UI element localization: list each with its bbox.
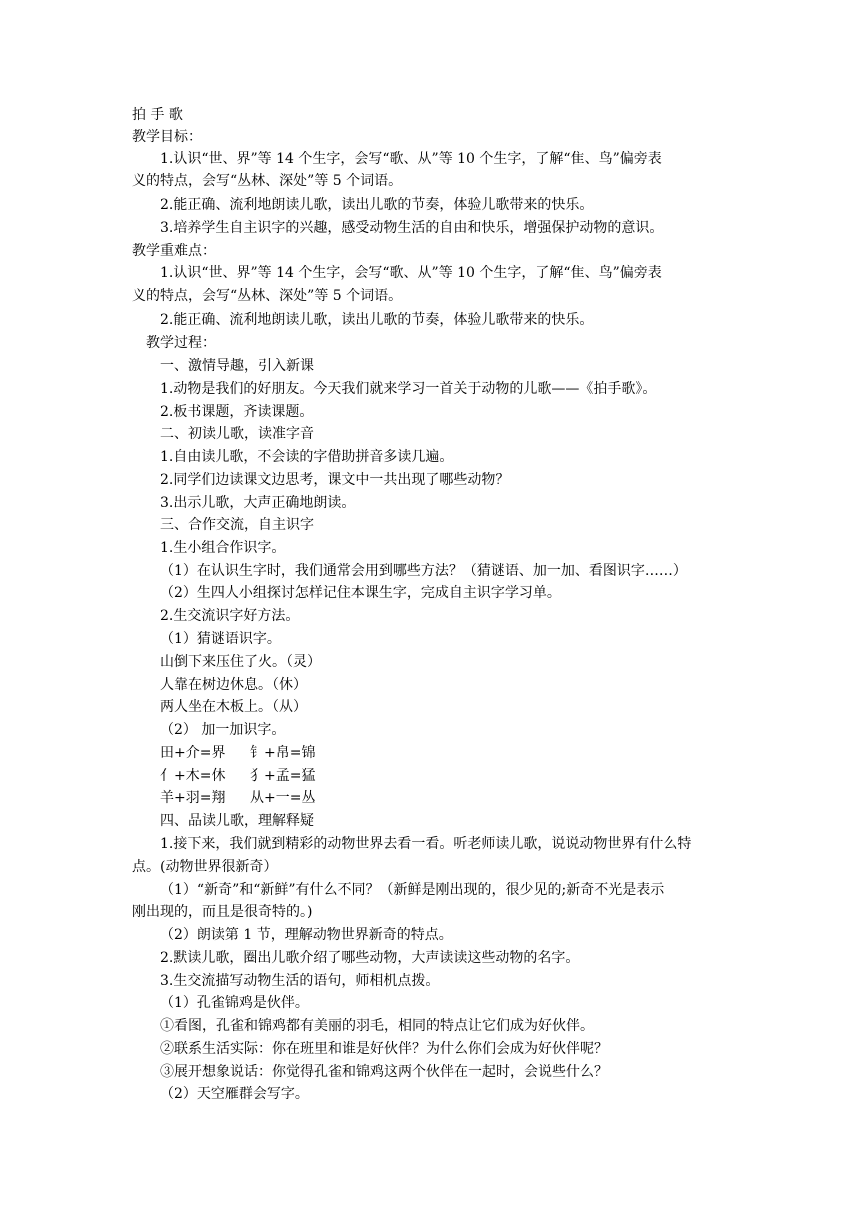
riddle-line: 两人坐在木板上。（从）	[160, 699, 307, 715]
addition-left: 田+介=界	[160, 745, 226, 761]
paragraph: 点。(动物世界很新奇）	[132, 859, 278, 875]
paragraph: ②联系生活实际：你在班里和谁是好伙伴？为什么你们会成为好伙伴呢？	[160, 1041, 608, 1057]
paragraph: 3.出示儿歌，大声正确地朗读。	[160, 495, 356, 511]
addition-right: 犭+孟=猛	[250, 768, 316, 784]
section-heading: 四、品读儿歌，理解释疑	[160, 813, 314, 829]
paragraph: （2）天空雁群会写字。	[160, 1086, 309, 1102]
paragraph: 1.生小组合作识字。	[160, 540, 286, 556]
paragraph: （2）生四人小组探讨怎样记住本课生字，完成自主识字学习单。	[160, 585, 561, 601]
paragraph: ③展开想象说话：你觉得孔雀和锦鸡这两个伙伴在一起时，会说些什么？	[160, 1064, 608, 1080]
goal-line: 3.培养学生自主识字的兴趣，感受动物生活的自由和快乐，增强保护动物的意识。	[160, 220, 664, 236]
paragraph: 2.板书课题，齐读课题。	[160, 404, 314, 420]
key-heading: 教学重难点：	[132, 243, 216, 259]
paragraph: （1）“新奇”和“新鲜”有什么不同？（新鲜是刚出现的，很少见的;新奇不光是表示	[160, 882, 665, 898]
addition-left: 亻+木=休	[160, 768, 226, 784]
section-heading: 二、初读儿歌，读准字音	[160, 426, 314, 442]
paragraph: （1）在认识生字时，我们通常会用到哪些方法？（猜谜语、加一加、看图识字……）	[160, 563, 687, 579]
paragraph: （2）朗读第 1 节，理解动物世界新奇的特点。	[160, 927, 453, 943]
paragraph: （1）猜谜语识字。	[160, 631, 281, 647]
paragraph: 1.动物是我们的好朋友。今天我们就来学习一首关于动物的儿歌——《拍手歌》。	[160, 381, 657, 397]
document-title: 拍 手 歌	[132, 107, 183, 123]
key-line: 2.能正确、流利地朗读儿歌，读出儿歌的节奏，体验儿歌带来的快乐。	[160, 312, 594, 328]
paragraph: 2.生交流识字好方法。	[160, 608, 300, 624]
riddle-line: 人靠在树边休息。（休）	[160, 677, 307, 693]
paragraph: 1.接下来，我们就到精彩的动物世界去看一看。听老师读儿歌，说说动物世界有什么特	[160, 836, 692, 852]
paragraph: ①看图，孔雀和锦鸡都有美丽的羽毛，相同的特点让它们成为好伙伴。	[160, 1018, 594, 1034]
addition-left: 羊+羽=翔	[160, 790, 226, 806]
goal-line: 2.能正确、流利地朗读儿歌，读出儿歌的节奏，体验儿歌带来的快乐。	[160, 197, 594, 213]
addition-row	[160, 787, 742, 809]
goal-line: 1.认识“世、界”等 14 个生字，会写“歌、从”等 10 个生字，了解“隹、鸟”偏旁表	[160, 151, 662, 167]
paragraph: 刚出现的，而且是很奇特的。)	[132, 904, 313, 920]
addition-right: 从+一=丛	[250, 790, 316, 806]
process-heading: 教学过程：	[146, 335, 216, 351]
riddle-line: 山倒下来压住了火。（灵）	[160, 654, 321, 670]
paragraph: 2.同学们边读课文边思考，课文中一共出现了哪些动物？	[160, 472, 510, 488]
paragraph: （2） 加一加识字。	[160, 722, 286, 738]
addition-row	[160, 742, 742, 764]
key-line: 义的特点，会写“丛林、深处”等 5 个词语。	[132, 288, 403, 304]
addition-right: 钅+帛=锦	[250, 745, 316, 761]
goal-line: 义的特点，会写“丛林、深处”等 5 个词语。	[132, 173, 403, 189]
key-line: 1.认识“世、界”等 14 个生字，会写“歌、从”等 10 个生字，了解“隹、鸟”偏旁表	[160, 265, 662, 281]
paragraph: 3.生交流描写动物生活的语句，师相机点拨。	[160, 973, 440, 989]
section-heading: 一、激情导趣，引入新课	[160, 358, 314, 374]
addition-row	[160, 765, 742, 787]
paragraph: 2.默读儿歌，圈出儿歌介绍了哪些动物，大声读读这些动物的名字。	[160, 950, 580, 966]
paragraph: （1）孔雀锦鸡是伙伴。	[160, 995, 309, 1011]
goals-heading: 教学目标：	[132, 129, 202, 145]
paragraph: 1.自由读儿歌，不会读的字借助拼音多读几遍。	[160, 449, 454, 465]
section-heading: 三、合作交流，自主识字	[160, 517, 314, 533]
